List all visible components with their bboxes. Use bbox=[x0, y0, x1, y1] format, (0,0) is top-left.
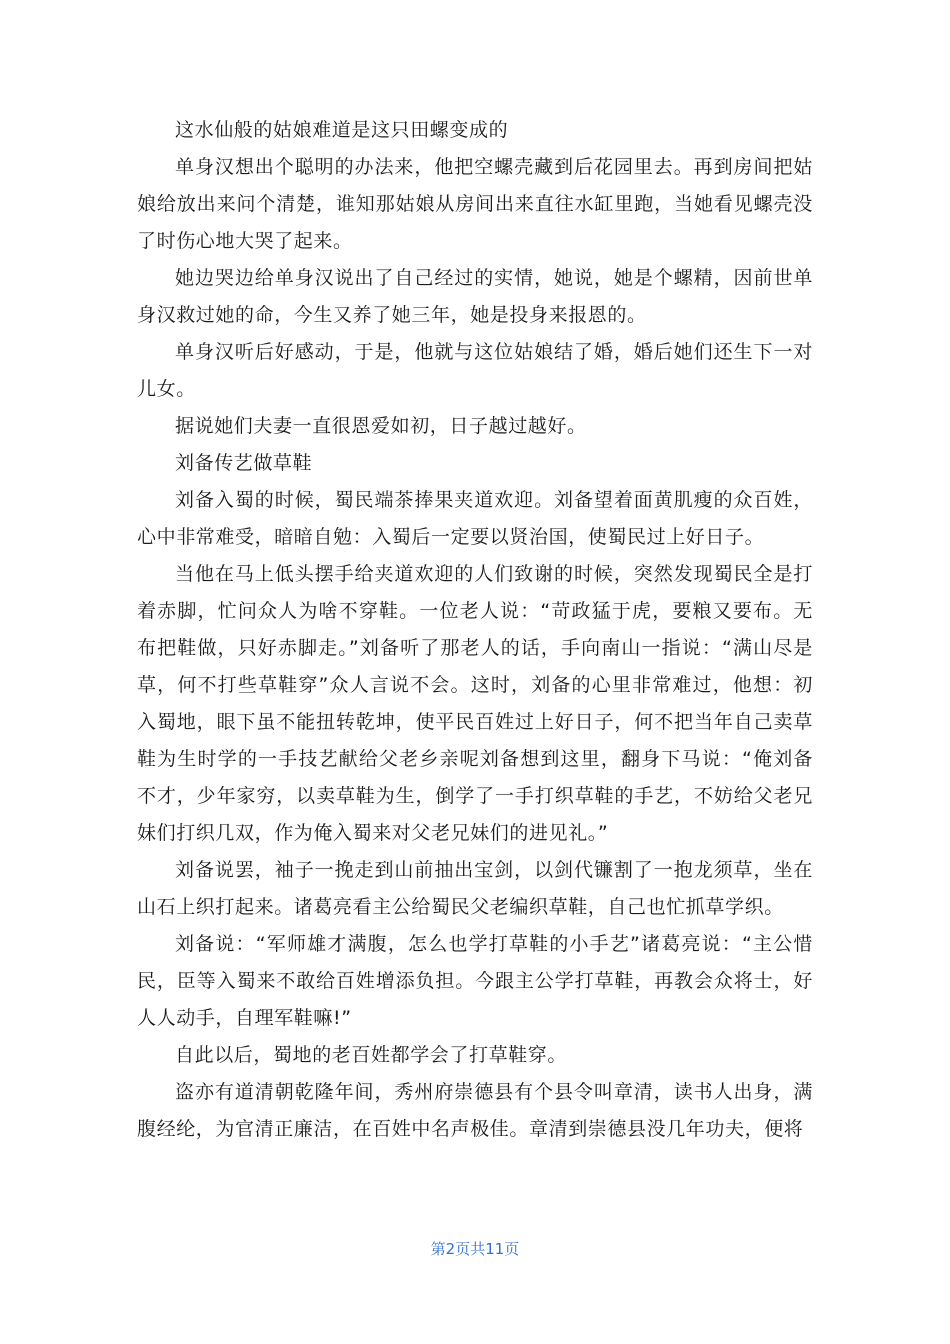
paragraph: 她边哭边给单身汉说出了自己经过的实情，她说，她是个螺精，因前世单身汉救过她的命，今生又养了她三年，她是投身来报恩的。 bbox=[137, 267, 813, 326]
page-number-footer: 第2页共11页 bbox=[430, 1240, 520, 1258]
paragraph: 自此以后，蜀地的老百姓都学会了打草鞋穿。 bbox=[175, 1044, 568, 1066]
paragraph: 盗亦有道清朝乾隆年间，秀州府崇德县有个县令叫章清，读书人出身，满腹经纶，为官清正廉洁，在百姓中名声极佳。章清到崇德县没几年功夫，便将 bbox=[137, 1081, 813, 1140]
paragraph: 据说她们夫妻一直很恩爱如初，日子越过越好。 bbox=[175, 415, 587, 437]
paragraph: 刘备入蜀的时候，蜀民端茶捧果夹道欢迎。刘备望着面黄肌瘦的众百姓，心中非常难受，暗暗自勉：入蜀后一定要以贤治国，使蜀民过上好日子。 bbox=[137, 489, 813, 548]
section-heading: 刘备传艺做草鞋 bbox=[175, 452, 313, 474]
paragraph: 刘备说罢，袖子一挽走到山前抽出宝剑，以剑代镰割了一抱龙须草，坐在山石上织打起来。诸葛亮看主公给蜀民父老编织草鞋，自己也忙抓草学织。 bbox=[137, 859, 813, 918]
document-body bbox=[137, 112, 813, 1148]
paragraph: 单身汉听后好感动，于是，他就与这位姑娘结了婚，婚后她们还生下一对儿女。 bbox=[137, 341, 813, 400]
paragraph: 刘备说：“军师雄才满腹，怎么也学打草鞋的小手艺”诸葛亮说：“主公惜民，臣等入蜀来不敢给百姓增添负担。今跟主公学打草鞋，再教会众将士，好人人动手，自理军鞋嘛!” bbox=[137, 933, 813, 1029]
paragraph: 单身汉想出个聪明的办法来，他把空螺壳藏到后花园里去。再到房间把姑娘给放出来问个清楚，谁知那姑娘从房间出来直往水缸里跑，当她看见螺壳没了时伤心地大哭了起来。 bbox=[137, 156, 813, 252]
paragraph: 当他在马上低头摆手给夹道欢迎的人们致谢的时候，突然发现蜀民全是打着赤脚，忙问众人为啥不穿鞋。一位老人说：“苛政猛于虎，要粮又要布。无布把鞋做，只好赤脚走。”刘备听了那老人的话，手向南山一指说：“满山尽是草，何不打些草鞋穿”众人言说不会。这时，刘备的心里非常难过，他想：初入蜀地，眼下虽不能扭转乾坤，使平民百姓过上好日子，何不把当年自己卖草鞋为生时学的一手技艺献给父老乡亲呢刘备想到这里，翻身下马说：“俺刘备不才，少年家穷，以卖草鞋为生，倒学了一手打织草鞋的手艺，不妨给父老兄妹们打织几双，作为俺入蜀来对父老兄妹们的进见礼。” bbox=[137, 563, 813, 844]
paragraph: 这水仙般的姑娘难道是这只田螺变成的 bbox=[175, 119, 509, 141]
